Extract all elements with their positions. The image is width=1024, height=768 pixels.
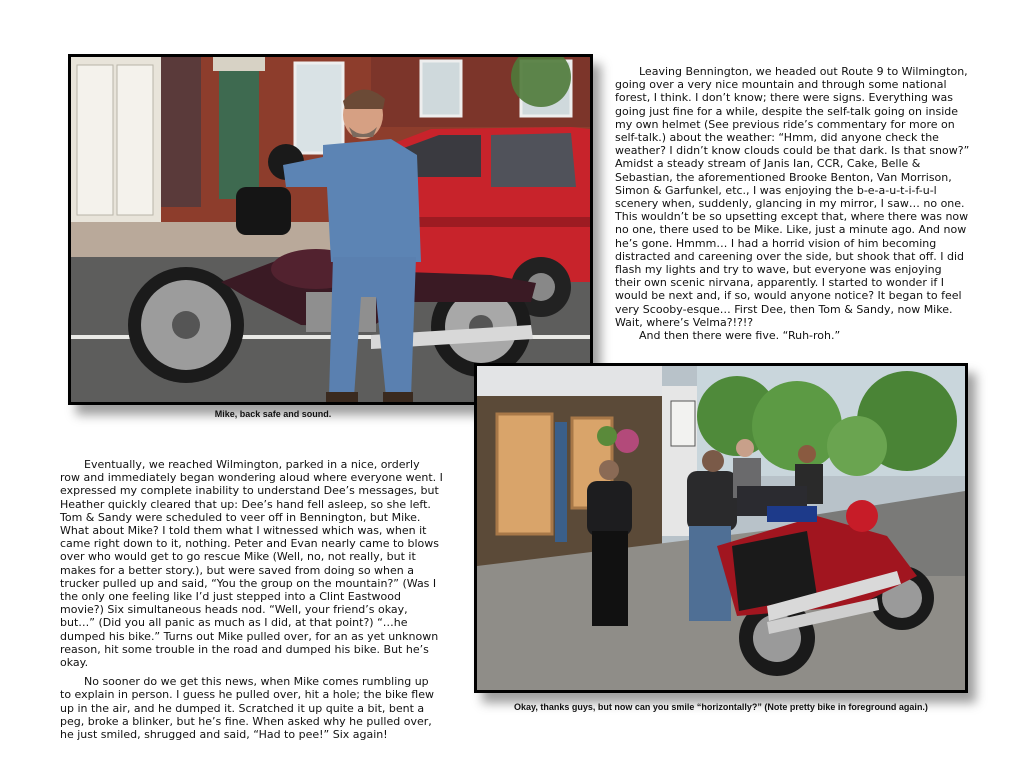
story-bottom-paragraph: Eventually, we reached Wilmington, parked in a nice, orderly row and immediately began wondering aloud where everyone went. I expressed my complete inability to understand Dee’s messages, but Heather quickly cleared that up: Dee’s hand fell asleep, so she left. Tom & Sandy were scheduled to veer off in Bennington, but Mike. What about Mike? I told them what I witnessed which was, when it came right down to it, nothing. Peter and Evan nearly came to blows over who would get to go rescue Mike (Well, no, not really, but it makes for a better story.), but were saved from doing so when a trucker pulled up and said, “You the group on the mountain?” (Was I the only one feeling like I’d just stepped into a Clint Eastwood movie?) Six simultaneous heads nod. “Well, your friend’s okay, but…” (Did you all panic as much as I did, at that point?) “…he dumped his bike.” Turns out Mike pulled over, for an as yet unknown reason, hit some trouble in the road and dumped his bike. But he’s okay. (60, 458, 443, 670)
photo-group-illustration (477, 366, 965, 690)
story-top-text (615, 65, 970, 342)
story-bottom-text (60, 458, 443, 741)
photo2-caption: Okay, thanks guys, but now can you smile “horizontally?” (Note pretty bike in foreground again.) (514, 702, 928, 712)
story-top-paragraph: Leaving Bennington, we headed out Route 9 to Wilmington, going over a very nice mountain and through some national forest, I think. I don’t know; there were signs. Everything was going just fine for a while, despite the self-talk going on inside my own helmet (See previous ride’s commentary for more on self-talk.) about the weather: “Hmm, did anyone check the weather? I didn’t know clouds could be that dark. Is that snow?” Amidst a steady stream of Janis Ian, CCR, Cake, Belle & Sebastian, the aforementioned Brooke Benton, Van Morrison, Simon & Garfunkel, etc., I was enjoying the b-e-a-u-t-i-f-u-l scenery when, suddenly, glancing in my mirror, I saw… no one. This wouldn’t be so upsetting except that, where there was now no one, there used to be Mike. Like, just a minute ago. And now he’s gone. Hmmm… I had a horrid vision of him becoming distracted and careening over the side, but shook that off. I did flash my lights and try to wave, but everyone was enjoying their own scenic nirvana, apparently. I started to wonder if I would be next and, if so, would anyone notice? It began to feel very Scooby-esque… First Dee, then Tom & Sandy, now Mike. Wait, where’s Velma?!?!? (615, 65, 970, 329)
story-bottom-paragraph: No sooner do we get this news, when Mike comes rumbling up to explain in person. I guess he pulled over, hit a hole; the bike flew up in the air, and he dumped it. Scratched it up quite a bit, bent a peg, broke a blinker, but he’s fine. When asked why he pulled over, he just smiled, shrugged and said, “Had to pee!” Six again! (60, 675, 434, 742)
photo-group-street (474, 363, 968, 693)
photo-mike-motorcycle (68, 54, 593, 405)
story-top-paragraph: And then there were five. “Ruh-roh.” (639, 329, 841, 343)
photo-mike-illustration (71, 57, 590, 402)
photo1-caption: Mike, back safe and sound. (214, 409, 332, 419)
